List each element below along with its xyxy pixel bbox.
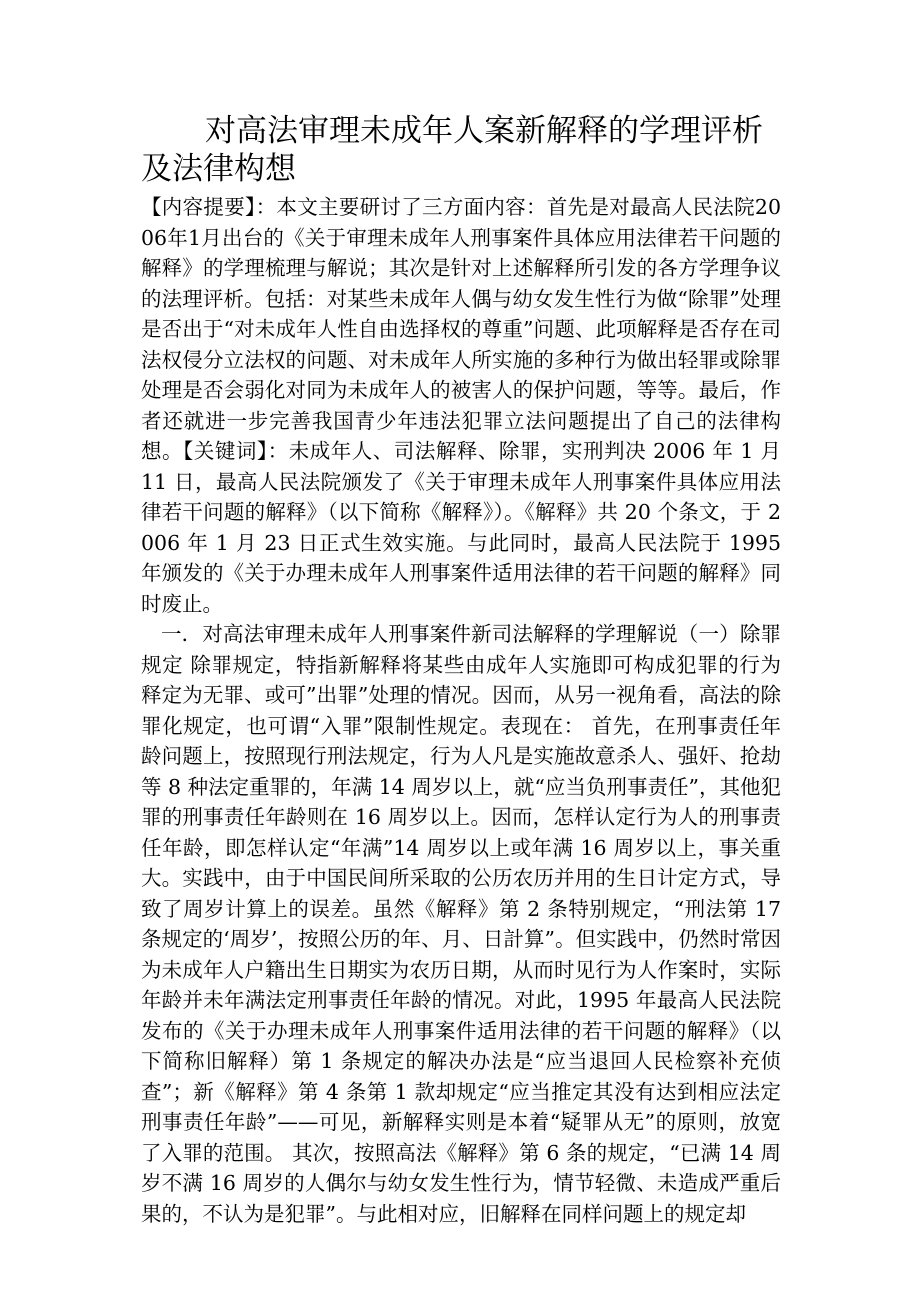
document-page (141, 112, 781, 1229)
abstract-paragraph: 【内容提要】：本文主要研讨了三方面内容：首先是对最高人民法院2006年1月出台的《关于审理未成年人刑事案件具体应用法律若干问题的解释》的学理梳理与解说；其次是针对上述解释所引发的各方学理争议的法理评析。包括：对某些未成年人偶与幼女发生性行为做“除罪”处理是否出于“对未成年人性自由选择权的尊重”问题、此项解释是否存在司法权侵分立法权的问题、对未成年人所实施的多种行为做出轻罪或除罪处理是否会弱化对同为未成年人的被害人的保护问题，等等。最后，作者还就进一步完善我国青少年违法犯罪立法问题提出了自己的法律构想。【关键词】：未成年人、司法解释、除罪，实刑判决 2006 年 1 月 11 日，最高人民法院颁发了《关于审理未成年人刑事案件具体应用法律若干问题的解释》（以下简称《解释》）。《解释》共 20 个条文，于 2006 年 1 月 23 日正式生效实施。与此同时，最高人民法院于 1995 年颁发的《关于办理未成年人刑事案件适用法律的若干问题的解释》同时废止。 (141, 195, 781, 616)
section-one-paragraph: 一．对高法审理未成年人刑事案件新司法解释的学理解说（一）除罪规定 除罪规定，特指新解释将某些由成年人实施即可构成犯罪的行为释定为无罪、或可”出罪”处理的情况。因而，从另一视角看，高法的除罪化规定，也可谓“入罪”限制性规定。表现在： 首先，在刑事责任年龄问题上，按照现行刑法规定，行为人凡是实施故意杀人、强奸、抢劫等 8 种法定重罪的，年满 14 周岁以上，就“应当负刑事责任”，其他犯罪的刑事责任年龄则在 16 周岁以上。因而，怎样认定行为人的刑事责任年龄，即怎样认定“年满”14 周岁以上或年满 16 周岁以上，事关重大。实践中，由于中国民间所采取的公历农历并用的生日计定方式，导致了周岁计算上的误差。虽然《解释》第 2 条特别规定，“刑法第 17 条规定的‘周岁’，按照公历的年、月、日計算”。但实践中，仍然时常因为未成年人户籍出生日期实为农历日期，从而时见行为人作案时，实际年龄并未年满法定刑事责任年龄的情况。对此，1995 年最高人民法院发布的《关于办理未成年人刑事案件适用法律的若干问题的解释》（以下简称旧解释）第 1 条规定的解决办法是“应当退回人民检察补充侦查”；新《解释》第 4 条第 1 款却规定“应当推定其没有达到相应法定刑事责任年龄”——可见，新解释实则是本着“疑罪从无”的原则，放宽了入罪的范围。 其次，按照高法《解释》第 6 条的规定，“已满 14 周岁不满 16 周岁的人偶尔与幼女发生性行为，情节轻微、未造成严重后果的，不认为是犯罪”。与此相对应，旧解释在同样问题上的规定却 (141, 622, 781, 1226)
document-title: 对高法审理未成年人案新解释的学理评析及法律构想 (141, 113, 763, 187)
